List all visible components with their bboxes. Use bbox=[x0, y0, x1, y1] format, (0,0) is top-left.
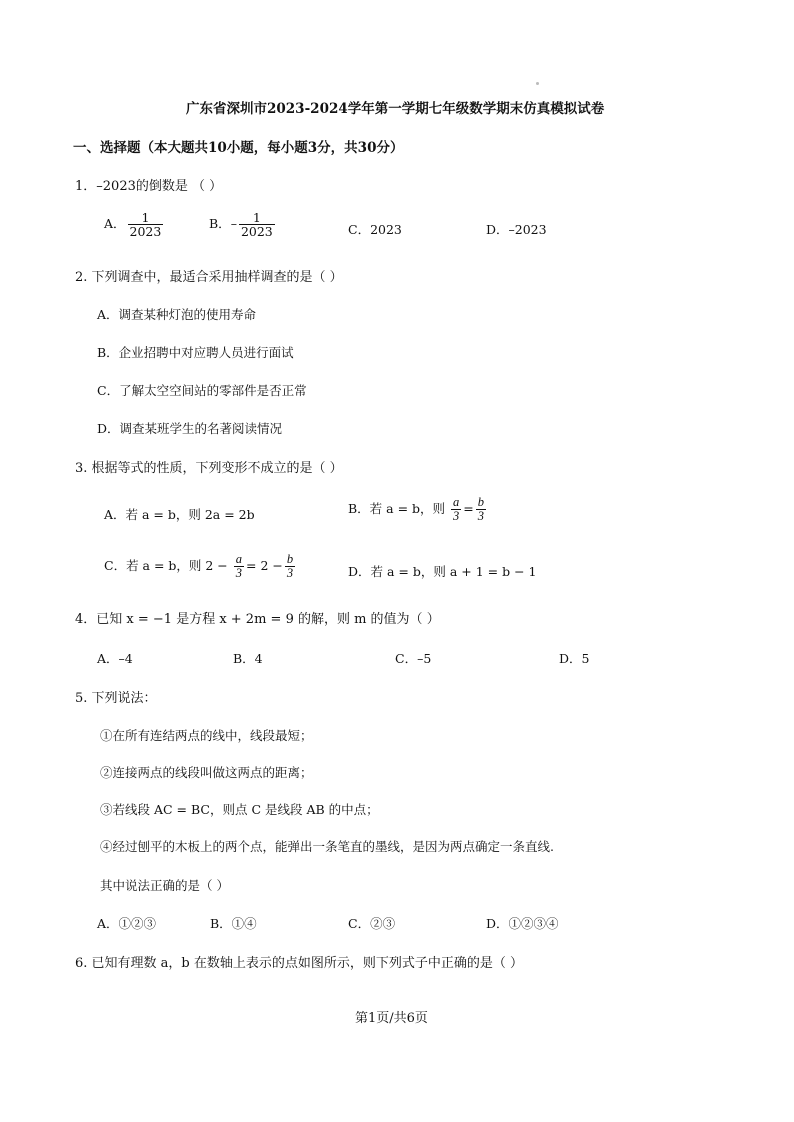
q1-b-num: 1 bbox=[252, 210, 261, 225]
q3-b-frac2 bbox=[476, 496, 486, 523]
q3-c-num1: a bbox=[235, 552, 243, 566]
q1-b-den: 2023 bbox=[240, 224, 273, 240]
q3-c-prefix: C．若 a = b，则 2 − bbox=[104, 558, 228, 574]
q1-b-sign: – bbox=[230, 216, 237, 232]
q3-c-mid: = 2 − bbox=[246, 558, 283, 574]
q2-option-b: B．企业招聘中对应聘人员进行面试 bbox=[97, 345, 294, 360]
q1-option-b bbox=[209, 211, 277, 238]
q3-option-a: A．若 a = b，则 2a = 2b bbox=[104, 507, 255, 522]
q1-b-label: B． bbox=[209, 216, 231, 232]
q1-a-den: 2023 bbox=[129, 224, 162, 240]
q3-c-frac1 bbox=[234, 553, 244, 580]
q3-option-d: D．若 a = b，则 a + 1 = b − 1 bbox=[348, 564, 537, 579]
q5-option-c: C．②③ bbox=[348, 916, 396, 931]
page-footer: 第1页/共6页 bbox=[355, 1011, 428, 1026]
q5-option-b: B．①④ bbox=[210, 916, 257, 931]
q1-option-a bbox=[104, 211, 165, 238]
q2-option-a: A．调查某种灯泡的使用寿命 bbox=[97, 307, 257, 322]
q3-b-prefix: B．若 a = b，则 bbox=[348, 501, 446, 517]
q5-stem: 5. 下列说法： bbox=[75, 691, 157, 706]
q1-a-num: 1 bbox=[141, 210, 150, 225]
q3-b-num2: b bbox=[477, 495, 485, 509]
q3-b-den2: 3 bbox=[477, 509, 485, 524]
q3-option-b bbox=[348, 496, 488, 523]
q5-statement-3: ③若线段 AC = BC，则点 C 是线段 AB 的中点； bbox=[100, 802, 379, 817]
q4-option-b: B．4 bbox=[233, 651, 263, 666]
q1-option-c: C．2023 bbox=[348, 222, 402, 237]
q2-option-c: C．了解太空空间站的零部件是否正常 bbox=[97, 383, 307, 398]
q3-b-den1: 3 bbox=[453, 509, 460, 524]
page-title: 广东省深圳市2023-2024学年第一学期七年级数学期末仿真模拟试卷 bbox=[186, 101, 605, 117]
q1-a-label: A． bbox=[104, 216, 126, 232]
q3-c-den1: 3 bbox=[235, 566, 243, 581]
q4-option-a: A．–4 bbox=[97, 651, 133, 666]
q3-option-c bbox=[104, 553, 297, 580]
q1-option-d: D．–2023 bbox=[486, 222, 547, 237]
q5-option-d: D．①②③④ bbox=[486, 916, 559, 931]
q3-c-frac2 bbox=[285, 553, 295, 580]
q6-stem: 6. 已知有理数 a，b 在数轴上表示的点如图所示，则下列式子中正确的是（ ） bbox=[75, 956, 524, 971]
q2-option-d: D．调查某班学生的名著阅读情况 bbox=[97, 421, 283, 436]
q1-a-fraction bbox=[128, 211, 164, 238]
q4-stem: 4．已知 x = −1 是方程 x + 2m = 9 的解，则 m 的值为（ ） bbox=[75, 612, 440, 627]
q3-b-frac1 bbox=[451, 496, 461, 523]
q3-c-num2: b bbox=[286, 552, 294, 566]
q2-stem: 2. 下列调查中，最适合采用抽样调查的是（ ） bbox=[75, 270, 343, 285]
q1-b-fraction bbox=[239, 211, 275, 238]
q5-option-a: A．①②③ bbox=[97, 916, 157, 931]
q3-stem: 3. 根据等式的性质，下列变形不成立的是（ ） bbox=[75, 461, 343, 476]
q1-stem: 1．–2023的倒数是 （ ） bbox=[75, 179, 223, 194]
q5-statement-1: ①在所有连结两点的线中，线段最短； bbox=[100, 728, 313, 743]
q3-b-eq: = bbox=[463, 501, 474, 517]
q4-option-c: C．–5 bbox=[395, 651, 432, 666]
scan-speck bbox=[536, 82, 539, 85]
q5-statement-4: ④经过刨平的木板上的两个点，能弹出一条笔直的墨线，是因为两点确定一条直线. bbox=[100, 839, 554, 854]
q4-option-d: D．5 bbox=[559, 651, 590, 666]
q3-b-num1: a bbox=[453, 495, 460, 509]
section-heading: 一、选择题（本大题共10小题，每小题3分，共30分） bbox=[73, 140, 404, 156]
q5-statement-2: ②连接两点的线段叫做这两点的距离； bbox=[100, 765, 313, 780]
q5-ask: 其中说法正确的是（ ） bbox=[100, 878, 229, 893]
q3-c-den2: 3 bbox=[286, 566, 294, 581]
